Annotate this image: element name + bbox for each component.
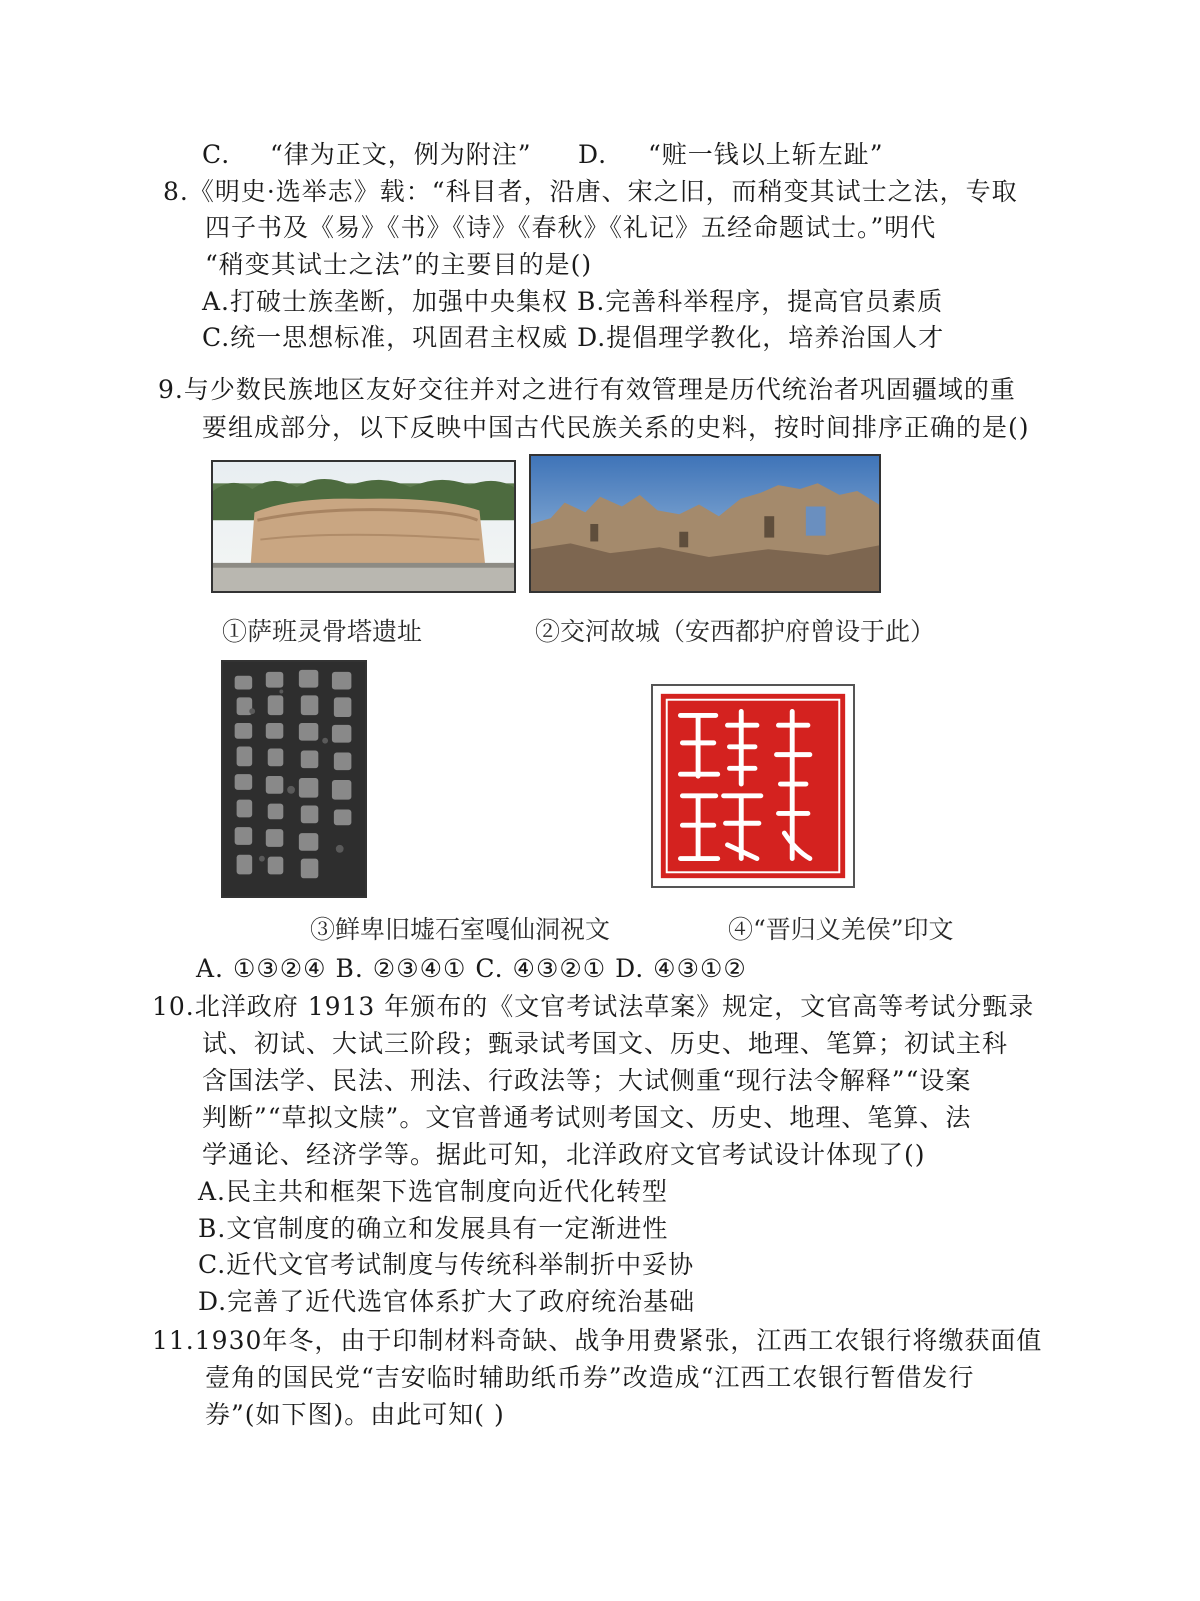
- q10-stem-line-3: 含国法学、民法、刑法、行政法等；大试侧重“现行法令解释”“设案: [202, 1066, 972, 1095]
- image-saban-stupa-ruins: [211, 460, 516, 593]
- q8-stem-line-1: 8.《明史·选举志》载：“科目者，沿唐、宋之旧，而稍变其试士之法，专取: [163, 177, 1018, 206]
- q10-option-b: B.文官制度的确立和发展具有一定渐进性: [198, 1214, 669, 1243]
- q10-stem-line-2: 试、初试、大试三阶段；甄录试考国文、历史、地理、笔算；初试主科: [202, 1029, 1009, 1058]
- caption-image-4: ④“晋归义羌侯”印文: [728, 915, 954, 944]
- caption-image-1: ①萨班灵骨塔遗址: [222, 617, 423, 646]
- image-gaxian-cave-inscription: [221, 660, 367, 898]
- q9-stem-line-1: 9.与少数民族地区友好交往并对之进行有效管理是历代统治者巩固疆域的重: [158, 375, 1016, 404]
- image-jin-guiyi-qianghou-seal: [651, 684, 855, 888]
- q8-stem-line-3: “稍变其试士之法”的主要目的是(): [205, 250, 593, 279]
- q10-stem-line-1: 10.北洋政府 1913 年颁布的《文官考试法草案》规定，文官高等考试分甄录: [152, 992, 1035, 1021]
- inscription-rubbing-illustration: [223, 662, 365, 896]
- q9-options: A. ①③②④ B. ②③④① C. ④③②① D. ④③①②: [196, 954, 747, 983]
- q11-stem-line-1: 11.1930年冬，由于印制材料奇缺、战争用费紧张，江西工农银行将缴获面值: [152, 1326, 1043, 1355]
- q10-option-a: A.民主共和框架下选官制度向近代化转型: [198, 1177, 669, 1206]
- q8-options-line-2: C.统一思想标准，巩固君主权威 D.提倡理学教化，培养治国人才: [202, 323, 945, 352]
- q8-stem-line-2: 四子书及《易》《书》《诗》《春秋》《礼记》五经命题试士。”明代: [205, 213, 937, 242]
- q10-option-c: C.近代文官考试制度与传统科举制折中妥协: [198, 1250, 695, 1279]
- q8-options-line-1: A.打破士族垄断，加强中央集权 B.完善科举程序，提高官员素质: [202, 287, 944, 316]
- stupa-ruins-illustration: [213, 462, 514, 591]
- q11-stem-line-2: 壹角的国民党“吉安临时辅助纸币券”改造成“江西工农银行暂借发行: [205, 1363, 975, 1392]
- q9-stem-line-2: 要组成部分，以下反映中国古代民族关系的史料，按时间排序正确的是(): [202, 413, 1030, 442]
- caption-image-2: ②交河故城（安西都护府曾设于此）: [535, 617, 936, 646]
- q7-option-c-label: C.: [202, 140, 231, 169]
- jiaohe-ruins-illustration: [531, 456, 879, 591]
- q7-option-c-text: “律为正文，例为附注”: [270, 140, 532, 169]
- red-seal-illustration: [653, 686, 853, 886]
- q10-stem-line-5: 学通论、经济学等。据此可知，北洋政府文官考试设计体现了(): [202, 1140, 926, 1169]
- q7-option-d-label: D.: [578, 140, 608, 169]
- q11-stem-line-3: 券”(如下图)。由此可知( ): [205, 1400, 505, 1429]
- q10-stem-line-4: 判断”“草拟文牍”。文官普通考试则考国文、历史、地理、笔算、法: [202, 1103, 972, 1132]
- caption-image-3: ③鲜卑旧墟石室嘎仙洞祝文: [310, 915, 611, 944]
- q7-option-d-text: “赃一钱以上斩左趾”: [648, 140, 884, 169]
- image-jiaohe-ancient-city: [529, 454, 881, 593]
- q10-option-d: D.完善了近代选官体系扩大了政府统治基础: [198, 1287, 696, 1316]
